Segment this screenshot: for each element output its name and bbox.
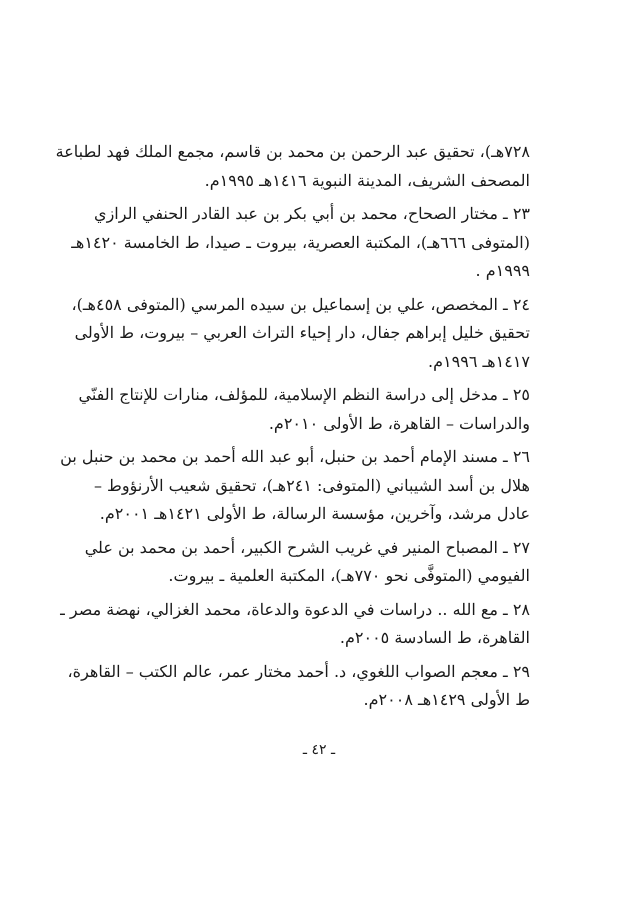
bibliography-entry (60, 443, 530, 529)
entry-line: القاهرة، ط السادسة ٢٠٠٥م. (339, 628, 530, 647)
bibliography-entry (67, 658, 530, 715)
entry-line: ٢٣ ـ مختار الصحاح، محمد بن أبي بكر بن عبد القادر الحنفي الرازي (94, 204, 530, 223)
bibliography-entry (78, 381, 530, 438)
entry-line: والدراسات – القاهرة، ط الأولى ٢٠١٠م. (268, 413, 530, 433)
entry-line: ١٩٩٩م . (475, 261, 530, 280)
entry-line: ٢٧ ـ المصباح المنير في غريب الشرح الكبير، أحمد بن محمد بن علي (84, 537, 530, 557)
entry-line: ٧٢٨هـ)، تحقيق عبد الرحمن بن محمد بن قاسم، مجمع الملك فهد لطباعة (55, 142, 530, 161)
entry-line: ٢٩ ـ معجم الصواب اللغوي، د. أحمد مختار عمر، عالم الكتب – القاهرة، (67, 661, 530, 681)
bibliography-entry (55, 138, 530, 195)
entry-line: ٢٥ ـ مدخل إلى دراسة النظم الإسلامية، للمؤلف، منارات للإنتاج الفنّي (78, 385, 530, 404)
entry-line: الفيومي (المتوفَّى نحو ٧٧٠هـ)، المكتبة العلمية ـ بيروت. (168, 566, 530, 585)
bibliography-entry (84, 534, 530, 591)
entry-line: هلال بن أسد الشيباني (المتوفى: ٢٤١هـ)، تحقيق شعيب الأرنؤوط – (93, 475, 530, 495)
entry-line: ٢٨ ـ مع الله .. دراسات في الدعوة والدعاة، محمد الغزالي، نهضة مصر ـ (60, 599, 530, 619)
bibliography-entry (71, 200, 530, 286)
entry-line: ٢٤ ـ المخصص، علي بن إسماعيل بن سيده المرسي (المتوفى ٤٥٨هـ)، (71, 294, 530, 314)
entry-line: المصحف الشريف، المدينة النبوية ١٤١٦هـ ١٩٩٥م. (204, 170, 530, 190)
entry-line: ٢٦ ـ مسند الإمام أحمد بن حنبل، أبو عبد الله أحمد بن محمد بن حنبل بن (60, 447, 530, 466)
entry-line: تحقيق خليل إبراهم جفال، دار إحياء التراث العربي – بيروت، ط الأولى (74, 323, 530, 342)
bibliography-entry (60, 596, 530, 653)
entry-line: (المتوفى ٦٦٦هـ)، المكتبة العصرية، بيروت ـ صيدا، ط الخامسة ١٤٢٠هـ (71, 232, 530, 252)
bibliography-page (55, 138, 530, 715)
bibliography-entry (71, 291, 530, 377)
entry-line: ط الأولى ١٤٢٩هـ ٢٠٠٨م. (363, 690, 530, 709)
entry-line: عادل مرشد، وآخرين، مؤسسة الرسالة، ط الأولى ١٤٢١هـ ٢٠٠١م. (99, 504, 530, 523)
entry-line: ١٤١٧هـ ١٩٩٦م. (428, 351, 530, 371)
page-number: ـ ٤٢ ـ (302, 742, 336, 758)
